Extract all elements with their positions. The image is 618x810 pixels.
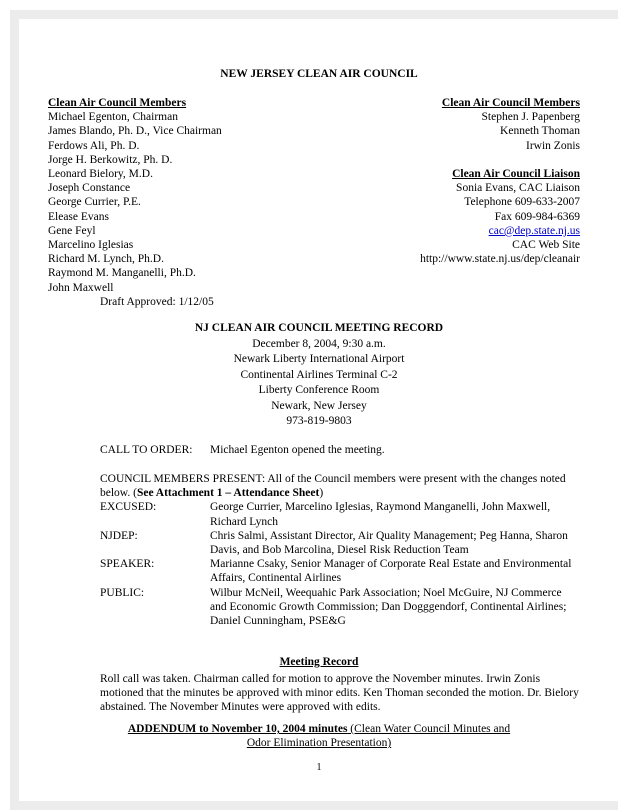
attendance-label: EXCUSED:: [100, 501, 157, 514]
meeting-location-line: Newark Liberty International Airport: [233, 353, 405, 365]
member-name: John Maxwell: [48, 281, 114, 294]
member-name: Jorge H. Berkowitz, Ph. D.: [48, 153, 173, 166]
meeting-date: December 8, 2004, 9:30 a.m.: [252, 337, 386, 350]
member-name: Elease Evans: [48, 210, 109, 223]
member-name: James Blando, Ph. D., Vice Chairman: [48, 125, 222, 138]
web-site-label: CAC Web Site: [512, 239, 580, 252]
left-members-heading: Clean Air Council Members: [48, 97, 187, 109]
member-name: Joseph Constance: [48, 182, 131, 195]
right-members-heading: Clean Air Council Members: [441, 97, 580, 109]
attendance-value: Marianne Csaky, Senior Manager of Corporate Real Estate and Environmental Affairs, Continental Airlines: [210, 558, 572, 585]
attendance-value: George Currier, Marcelino Iglesias, Raymond Manganelli, John Maxwell, Richard Lynch: [210, 501, 551, 528]
call-to-order-label: CALL TO ORDER:: [100, 444, 193, 456]
member-name: Michael Egenton, Chairman: [48, 111, 178, 124]
meeting-record-heading: Meeting Record: [279, 656, 359, 668]
left-members-column: [48, 96, 222, 309]
addendum-title: ADDENDUM to November 10, 2004 minutes: [127, 723, 348, 735]
attendance-label: SPEAKER:: [100, 558, 155, 571]
members-present-intro: COUNCIL MEMBERS PRESENT: All of the Council members were present with the changes noted below. (See Attachment 1 – Attendance Sheet): [100, 473, 566, 500]
liaison-telephone: Telephone 609-633-2007: [464, 196, 580, 209]
council-title: NEW JERSEY CLEAN AIR COUNCIL: [220, 68, 418, 80]
attachment-reference: See Attachment 1 – Attendance Sheet: [136, 487, 320, 500]
page-number: 1: [316, 762, 322, 773]
attendance-label: NJDEP:: [100, 529, 138, 542]
call-to-order: [100, 443, 580, 457]
attendance-label: PUBLIC:: [100, 586, 145, 599]
attendance-row: [100, 500, 580, 528]
meeting-location-line: Continental Airlines Terminal C-2: [240, 368, 398, 381]
member-name: Ferdows Ali, Ph. D.: [48, 139, 140, 152]
member-name: Irwin Zonis: [526, 139, 580, 152]
member-name: Raymond M. Manganelli, Ph.D.: [48, 267, 196, 280]
liaison-name: Sonia Evans, CAC Liaison: [456, 182, 580, 195]
member-name: George Currier, P.E.: [48, 196, 141, 209]
attendance-row: [100, 557, 580, 585]
members-present-section: [100, 472, 580, 628]
addendum-heading: [10, 722, 618, 750]
meeting-header: [10, 321, 618, 430]
draft-approved: Draft Approved: 1/12/05: [100, 295, 214, 308]
meeting-location-line: 973-819-9803: [286, 415, 352, 427]
member-name: Gene Feyl: [48, 224, 96, 237]
addendum-subtitle-1: (Clean Water Council Minutes and: [347, 723, 511, 735]
attendance-row: [100, 586, 580, 629]
member-name: Richard M. Lynch, Ph.D.: [48, 253, 164, 266]
meeting-location-line: Liberty Conference Room: [258, 384, 380, 396]
member-name: Leonard Bielory, M.D.: [48, 168, 153, 181]
addendum-subtitle-2: Odor Elimination Presentation): [246, 737, 392, 750]
attendance-value: Chris Salmi, Assistant Director, Air Quality Management; Peg Hanna, Sharon Davis, and Bob Marcolina, Diesel Risk Reduction Team: [210, 529, 568, 557]
member-name: Stephen J. Papenberg: [481, 111, 580, 124]
right-members-column: [420, 96, 580, 266]
web-site-url[interactable]: http://www.state.nj.us/dep/cleanair: [420, 253, 580, 266]
call-to-order-text: Michael Egenton opened the meeting.: [210, 444, 385, 456]
member-name: Kenneth Thoman: [500, 125, 580, 138]
attendance-row: [100, 529, 580, 557]
liaison-heading: Clean Air Council Liaison: [452, 168, 580, 180]
attendance-value: Wilbur McNeil, Weequahic Park Association; Noel McGuire, NJ Commerce and Economic Growth Commission; Dan Dogggendorf, Continental Airlines; Daniel Cunningham, PSE&G: [210, 586, 567, 628]
liaison-email-link[interactable]: cac@dep.state.nj.us: [488, 224, 580, 237]
meeting-title: NJ CLEAN AIR COUNCIL MEETING RECORD: [194, 322, 444, 334]
liaison-fax: Fax 609-984-6369: [494, 210, 580, 223]
member-name: Marcelino Iglesias: [48, 239, 134, 252]
meeting-location-line: Newark, New Jersey: [271, 399, 367, 412]
meeting-record-body: Roll call was taken. Chairman called for motion to approve the November minutes. Irwin Zonis motioned that the minutes be approved with minor edits. Ken Thoman seconded the motion. Dr. Bielory abstained. The November Minutes were approved with edits.: [100, 673, 579, 714]
